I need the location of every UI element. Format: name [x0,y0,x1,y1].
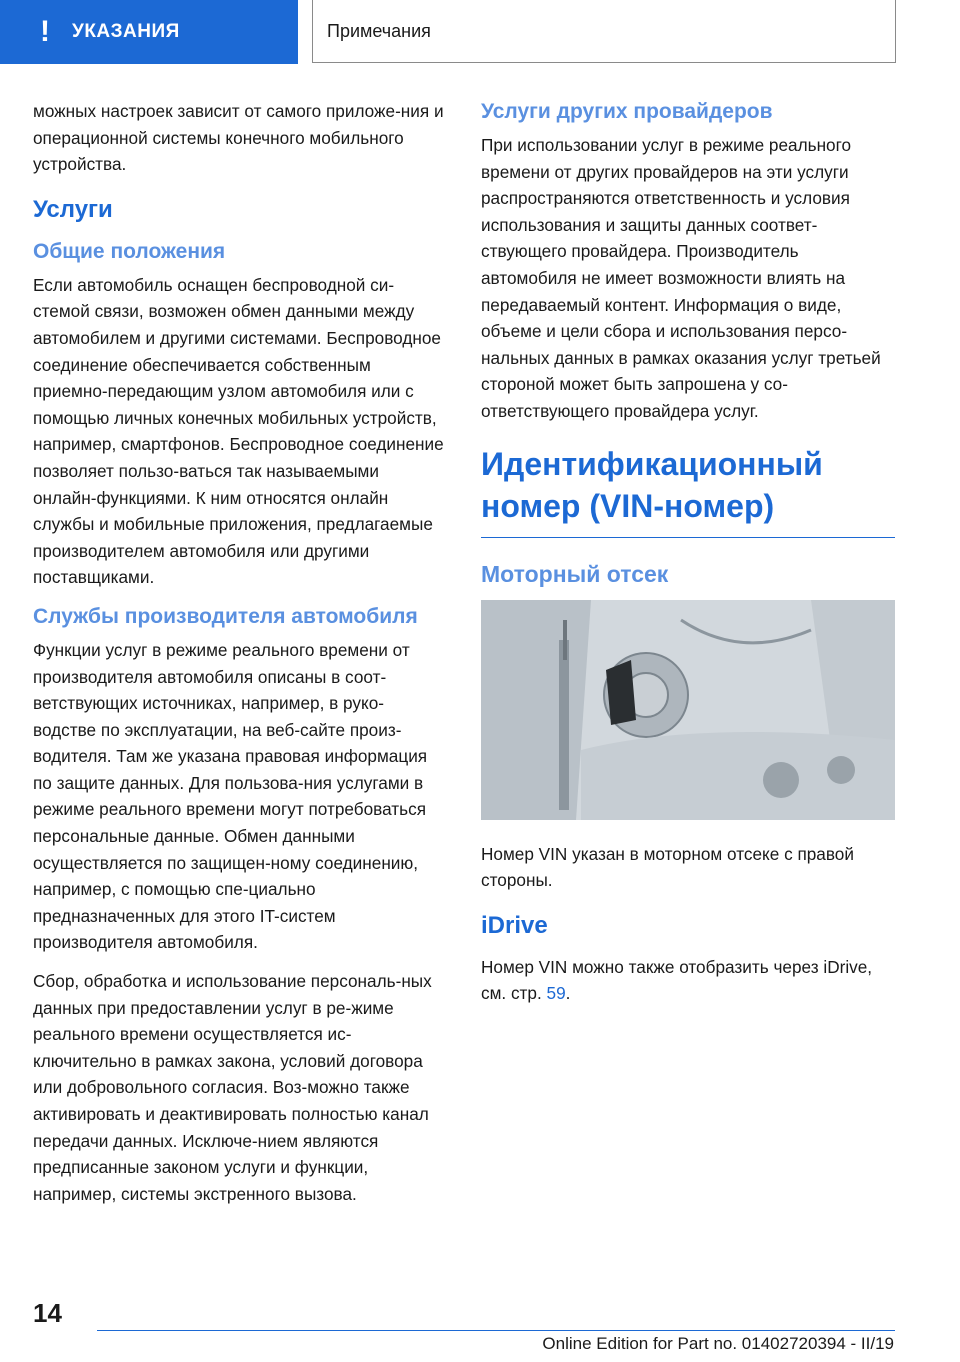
section-tab [0,0,298,64]
idrive-text: Номер VIN можно также отобразить через iDrive, см. стр. [481,956,873,1004]
paragraph-manufacturer-1: Функции услуг в режиме реального времени от производителя автомобиля описаны в соот-ветствующих источниках, например, в руко-водстве по эксплуатации, на веб-сайте произ-водителя. Там же указана правовая информация по защите данных. Для пользова-ния услугами в режиме реального времени могут потребоваться персональные данные. Обмен данными осуществляется по защищен-ному соединению, например, с помощью спе-циально предназначенных для этого IT-систем производителя автомобиля. [33,639,428,953]
page-reference-link[interactable]: 59 [546,983,566,1004]
heading-general: Общие положения [33,239,226,263]
subsection-tab [312,0,896,63]
paragraph-idrive [481,954,895,1007]
paragraph-other-providers: При использовании услуг в режиме реального времени от других провайдеров на эти услуги распространяются ответственность и условия использования и защиты данных соответ-ствующего провайдера. Производитель автомобиля не имеет возможности влиять на передаваемый контент. Информация о виде, объеме и цели сбора и использования персо-нальных данных в рамках оказания услуг третьей стороной может быть запрошена у со-ответствующего провайдера услуг. [481,135,881,421]
idrive-text-end: . [565,983,571,1004]
right-column [481,98,895,1019]
page-number: 14 [33,1298,62,1328]
left-column [33,98,447,1219]
heading-vin: Идентификационный номер (VIN-номер) [481,445,823,524]
footer-edition: Online Edition for Part no. 01402720394 - II/19 [542,1334,894,1353]
heading-other-providers: Услуги других провайдеров [481,100,773,123]
intro-paragraph: можных настроек зависит от самого приложе-ния и операционной системы конечного мобильного устройства. [33,101,444,175]
footer-divider [97,1330,895,1331]
subsection-title: Примечания [327,20,431,41]
section-title: УКАЗАНИЯ [72,21,180,42]
warning-icon: ! [40,15,50,48]
paragraph-manufacturer-2: Сбор, обработка и использование персональ-ных данных при предоставлении услуг в ре-жиме реального времени осуществляется ис-ключительно в рамках закона, условий договора или добровольного согласия. Воз-можно также активировать и деактивировать полностью канал передачи данных. Исключе-нием являются предписанные законом услуги и функции, например, системы экстренного вызова. [33,971,432,1204]
engine-bay-photo [481,600,895,820]
heading-divider [481,537,895,538]
heading-manufacturer-services: Службы производителя автомобиля [33,604,418,628]
paragraph-engine-bay: Номер VIN указан в моторном отсеке с правой стороны. [481,843,854,891]
heading-idrive: iDrive [481,911,548,939]
heading-engine-bay: Моторный отсек [481,560,669,587]
paragraph-general: Если автомобиль оснащен беспроводной си-стемой связи, возможен обмен данными между автомобилем и другими системами. Беспроводное соединение обеспечивается собственным приемно-передающим узлом автомобиля или с помощью личных конечных мобильных устройств, например, смартфонов. Беспроводное соединение позволяет пользо-ваться так называемыми онлайн-функциями. К ним относятся онлайн службы и мобильные приложения, предлагаемые производителем автомобиля или другими поставщиками. [33,274,444,588]
heading-services: Услуги [33,195,113,223]
